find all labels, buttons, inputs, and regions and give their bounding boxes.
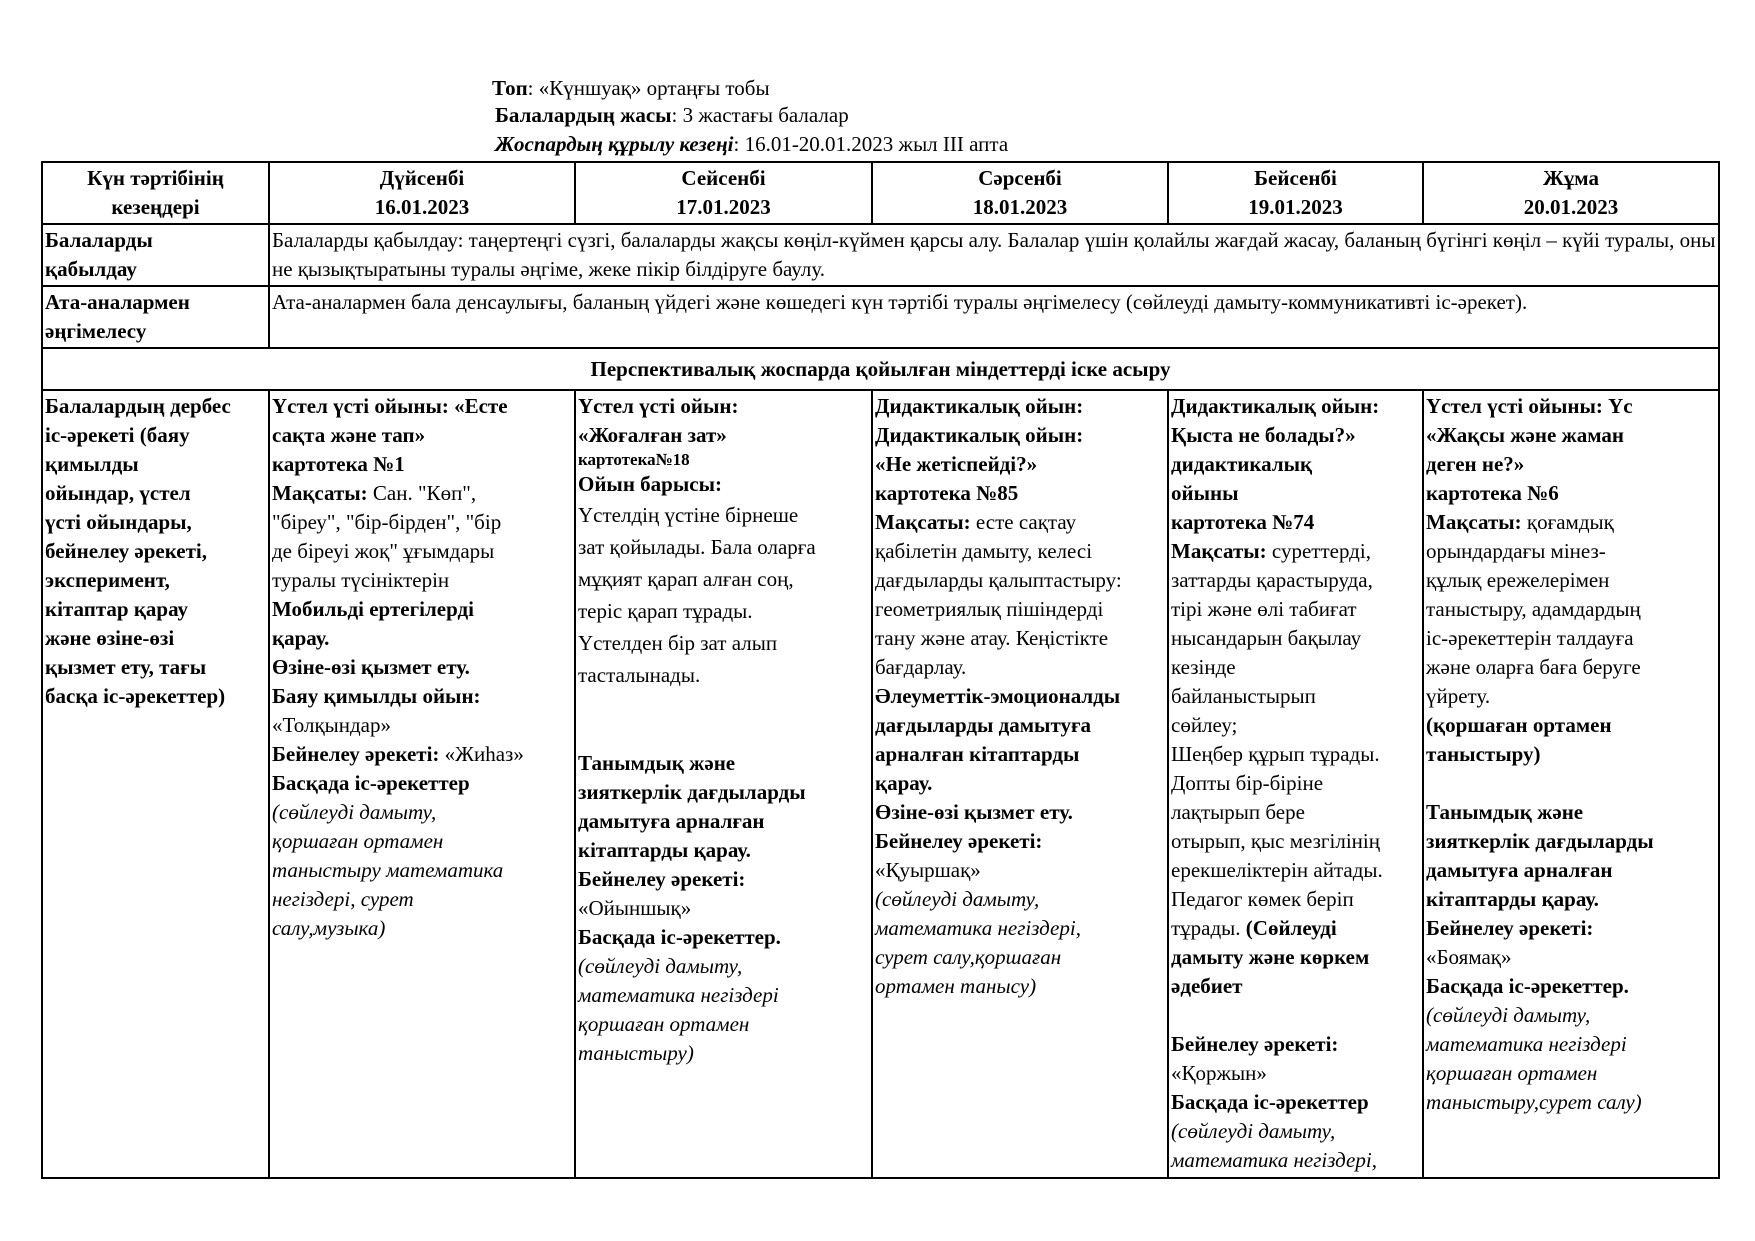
mon-line: (сөйлеуді дамыту, [272, 800, 437, 824]
mon-line: Мобильді ертегілерді [272, 597, 474, 621]
mon-goal [272, 479, 572, 508]
col-head-wednesday [872, 162, 1168, 224]
thu-line: отырып, қыс мезгілінің [1171, 829, 1380, 853]
thu-line: Допты бір-біріне [1171, 771, 1324, 795]
wed-line: сурет салу,қоршаған [875, 945, 1062, 969]
period-value: : 16.01-20.01.2023 жыл ІІІ апта [733, 132, 1009, 156]
fri-line: таныстыру) [1426, 742, 1541, 766]
tue-line: Үстелден бір зат алып [578, 631, 778, 655]
col-head-tuesday [575, 162, 872, 224]
perspective-heading: Перспективалық жоспарда қойылған міндеттерді іске асыру [42, 348, 1719, 390]
activity-friday [1423, 390, 1719, 1178]
period-label: Жоспардың құрылу кезеңі [495, 132, 734, 156]
day-date: 18.01.2023 [972, 195, 1068, 219]
thu-mixed [1171, 914, 1420, 943]
goal-text: Сан. "Көп", [367, 481, 477, 505]
activity-monday [269, 390, 575, 1178]
table-row-header [42, 162, 1719, 224]
tue-line: Ойын барысы: [578, 472, 722, 496]
day-name: Жұма [1543, 166, 1599, 190]
art-label: Бейнелеу әрекеті: [272, 742, 440, 766]
parents-text: Ата-аналармен бала денсаулығы, баланың үйдегі және көшедегі күн тәртібі туралы әңгімелесу (сөйлеуді дамыту-коммуникативті іс-әрекет). [269, 286, 1719, 348]
fri-line: құлық ережелерімен [1426, 568, 1610, 592]
fri-line: қоршаған ортамен [1426, 1061, 1598, 1085]
col-head-friday [1423, 162, 1719, 224]
thu-line: дамыту және көркем [1171, 945, 1370, 969]
goal-label: Мақсаты: [1426, 510, 1522, 534]
goal-text: есте сақтау [970, 510, 1077, 534]
mon-line: «Толқындар» [272, 713, 392, 737]
mon-line: негіздері, сурет [272, 887, 414, 911]
day-date: 19.01.2023 [1248, 195, 1343, 219]
tue-line: тасталынады. [578, 663, 701, 687]
row-head-line: әңгімелесу [45, 319, 147, 343]
group-value: : «Күншуақ» ортаңғы тобы [527, 76, 770, 100]
wed-line: Дидактикалық ойын: [875, 423, 1084, 447]
wed-line: (сөйлеуді дамыту, [875, 887, 1040, 911]
day-name: Сейсенбі [681, 166, 766, 190]
thu-line: байланыстырып [1171, 684, 1316, 708]
mon-line: салу,музыка) [272, 916, 386, 940]
mon-line: қоршаған ортамен [272, 829, 444, 853]
fri-line: Басқада іс-әрекеттер. [1426, 974, 1629, 998]
mon-line: Үстел үсті ойыны: «Есте [272, 394, 508, 418]
age-value: : 3 жастағы балалар [671, 103, 849, 127]
thu-line: ерекшеліктерін айтады. [1171, 858, 1383, 882]
thu-line: Қыста не болады?» [1171, 423, 1356, 447]
thu-line: сөйлеу; [1171, 713, 1238, 737]
mon-line: картотека №1 [272, 452, 405, 476]
thu-line: нысандарын бақылау [1171, 626, 1362, 650]
row-head-line: кітаптар қарау [45, 597, 189, 621]
fri-line: үйрету. [1426, 684, 1491, 708]
thu-line: заттарды қарастыруда, [1171, 568, 1373, 592]
row-head-reception [42, 224, 269, 286]
wed-line: ортамен танысу) [875, 974, 1037, 998]
fri-line: (сөйлеуді дамыту, [1426, 1003, 1591, 1027]
tue-line: «Жоғалған зат» [578, 423, 727, 447]
goal-text: қоғамдық [1521, 510, 1614, 534]
row-head-line: Балаларды [45, 228, 153, 252]
row-head-line: қызмет ету, тағы [45, 655, 207, 679]
fri-line: Бейнелеу әрекеті: [1426, 916, 1594, 940]
row-head-parents [42, 286, 269, 348]
fri-line: «Жақсы және жаман [1426, 423, 1625, 447]
thu-line: тірі және өлі табиғат [1171, 597, 1357, 621]
col-head-periods [42, 162, 269, 224]
thu-line: математика негіздері, [1171, 1148, 1377, 1172]
reception-text: Балаларды қабылдау: таңертеңгі сүзгі, балаларды жақсы көңіл-күймен қарсы алу. Балалар үшін қолайлы жағдай жасау, баланың бүгінгі көңіл – күйі туралы, оны не қызықтыратыны туралы әңгіме, жеке пікір білдіруге баулу. [269, 224, 1719, 286]
row-head-line: үсті ойындары, [45, 510, 192, 534]
col-head-line: Күн тәртібінің [87, 166, 224, 190]
tue-line: Үстелдің үстіне бірнеше [578, 503, 799, 527]
fri-line: және оларға баға беруге [1426, 655, 1641, 679]
tue-line: теріс қарап тұрады. [578, 599, 753, 623]
col-head-monday [269, 162, 575, 224]
wed-line: қабілетін дамыту, келесі [875, 539, 1093, 563]
tue-line: (сөйлеуді дамыту, [578, 954, 743, 978]
mon-line: Баяу қимылды ойын: [272, 684, 481, 708]
tue-line: таныстыру) [578, 1041, 694, 1065]
wed-line: математика негіздері, [875, 916, 1081, 940]
age-label: Балалардың жасы [495, 103, 672, 127]
mon-line: сақта және тап» [272, 423, 426, 447]
mon-line: "біреу", "бір-бірден", "бір [272, 510, 502, 534]
mon-line: Өзіне-өзі қызмет ету. [272, 655, 470, 679]
tue-line: қоршаған ортамен [578, 1012, 750, 1036]
fri-line: картотека №6 [1426, 481, 1559, 505]
col-head-thursday [1168, 162, 1423, 224]
thu-line: картотека №74 [1171, 510, 1315, 534]
wed-line: «Не жетіспейді?» [875, 452, 1038, 476]
tue-line: математика негіздері [578, 983, 779, 1007]
fri-line: Үстел үсті ойыны: Үс [1426, 394, 1633, 418]
table-row-reception [42, 224, 1719, 286]
wed-line: картотека №85 [875, 481, 1019, 505]
day-date: 16.01.2023 [374, 195, 470, 219]
wed-goal [875, 508, 1165, 537]
goal-label: Мақсаты: [875, 510, 971, 534]
col-head-line: кезеңдері [111, 195, 200, 219]
thu-line: (сөйлеуді дамыту, [1171, 1119, 1336, 1143]
thu-line: Шеңбер құрып тұрады. [1171, 742, 1380, 766]
fri-line: таныстыру, адамдардың [1426, 597, 1641, 621]
row-head-activities [42, 390, 269, 1178]
activity-wednesday [872, 390, 1168, 1178]
day-name: Дүйсенбі [379, 166, 465, 190]
wed-line: Бейнелеу әрекеті: [875, 829, 1043, 853]
tue-line: картотека№18 [578, 450, 690, 469]
mon-line: Басқада іс-әрекеттер [272, 771, 470, 795]
tue-spacer [578, 691, 869, 749]
activity-tuesday [575, 390, 872, 1178]
thu-plain: тұрады. [1171, 916, 1246, 940]
mon-line: таныстыру математика [272, 858, 504, 882]
fri-line: Танымдық және [1426, 800, 1584, 824]
fri-line: іс-әрекеттерін талдауға [1426, 626, 1634, 650]
wed-line: дағдыларды қалыптастыру: [875, 568, 1122, 592]
tue-line: кітаптарды қарау. [578, 838, 751, 862]
wed-line: арналған кітаптарды [875, 742, 1080, 766]
row-head-line: іс-әрекеті (баяу [45, 423, 190, 447]
thu-line: «Қоржын» [1171, 1061, 1267, 1085]
table-row-activities [42, 390, 1719, 1178]
row-head-line: қабылдау [45, 257, 137, 281]
tue-line: Бейнелеу әрекеті: [578, 867, 746, 891]
row-head-line: қимылды [45, 452, 139, 476]
wed-line: геометриялық пішіндерді [875, 597, 1104, 621]
goal-label: Мақсаты: [272, 481, 368, 505]
fri-line: (қоршаған ортамен [1426, 713, 1612, 737]
thu-line: Дидактикалық ойын: [1171, 394, 1380, 418]
header-age [495, 102, 849, 129]
tue-line: Басқада іс-әрекеттер. [578, 925, 781, 949]
wed-line: Өзіне-өзі қызмет ету. [875, 800, 1073, 824]
mon-line: қарау. [272, 626, 330, 650]
thu-line: Педагог көмек беріп [1171, 887, 1354, 911]
plan-table [41, 161, 1720, 1179]
row-head-line: бейнелеу әрекеті, [45, 539, 208, 563]
activity-thursday [1168, 390, 1423, 1178]
thu-goal [1171, 537, 1420, 566]
fri-spacer [1426, 769, 1716, 798]
row-head-line: басқа іс-әрекеттер) [45, 684, 226, 708]
row-head-line: Балалардың дербес [45, 394, 231, 418]
thu-line: Бейнелеу әрекеті: [1171, 1032, 1339, 1056]
group-label: Топ [492, 76, 528, 100]
thu-line: Басқада іс-әрекеттер [1171, 1090, 1369, 1114]
day-date: 20.01.2023 [1523, 195, 1619, 219]
fri-line: «Боямақ» [1426, 945, 1512, 969]
wed-line: Дидактикалық ойын: [875, 394, 1084, 418]
mon-art [272, 740, 572, 769]
row-head-line: және өзіне-өзі [45, 626, 175, 650]
wed-line: дағдыларды дамытуға [875, 713, 1092, 737]
mon-line: де біреуі жоқ" ұғымдары [272, 539, 495, 563]
wed-line: бағдарлау. [875, 655, 967, 679]
thu-line: лақтырып бере [1171, 800, 1305, 824]
wed-line: Әлеуметтік-эмоционалды [875, 684, 1121, 708]
fri-line: орындардағы мінез- [1426, 539, 1606, 563]
fri-line: деген не?» [1426, 452, 1525, 476]
fri-line: таныстыру,сурет салу) [1426, 1090, 1642, 1114]
tue-line: мұқият қарап алған соң, [578, 567, 794, 591]
thu-line: ойыны [1171, 481, 1239, 505]
thu-line: дидактикалық [1171, 452, 1313, 476]
tue-line: дамытуға арналған [578, 809, 765, 833]
day-name: Бейсенбі [1254, 166, 1337, 190]
tue-line: зияткерлік дағдыларды [578, 780, 806, 804]
row-head-line: ойындар, үстел [45, 481, 191, 505]
tue-line: Үстел үсті ойын: [578, 394, 739, 418]
fri-line: зияткерлік дағдыларды [1426, 829, 1654, 853]
thu-spacer [1171, 1001, 1420, 1030]
art-value: «Жиhаз» [439, 742, 524, 766]
header-period [495, 131, 1008, 158]
header-group [492, 75, 770, 102]
fri-line: дамытуға арналған [1426, 858, 1613, 882]
goal-label: Мақсаты: [1171, 539, 1267, 563]
tue-line: «Ойыншық» [578, 896, 692, 920]
thu-line: әдебиет [1171, 974, 1243, 998]
wed-line: «Қуыршақ» [875, 858, 981, 882]
wed-line: тану және атау. Кеңістікте [875, 626, 1109, 650]
mon-line: туралы түсініктерін [272, 568, 450, 592]
thu-bold: (Сөйлеуді [1245, 916, 1337, 940]
thu-line: кезінде [1171, 655, 1236, 679]
fri-line: кітаптарды қарау. [1426, 887, 1599, 911]
row-head-line: эксперимент, [45, 568, 170, 592]
wed-line: қарау. [875, 771, 933, 795]
fri-goal [1426, 508, 1716, 537]
row-head-line: Ата-аналармен [45, 290, 190, 314]
day-date: 17.01.2023 [676, 195, 771, 219]
tue-line: зат қойылады. Бала оларға [578, 535, 816, 559]
goal-text: суреттерді, [1266, 539, 1371, 563]
tue-line: Танымдық және [578, 751, 736, 775]
table-row-perspective [42, 348, 1719, 390]
day-name: Сәрсенбі [978, 166, 1062, 190]
table-row-parents [42, 286, 1719, 348]
fri-line: математика негіздері [1426, 1032, 1627, 1056]
